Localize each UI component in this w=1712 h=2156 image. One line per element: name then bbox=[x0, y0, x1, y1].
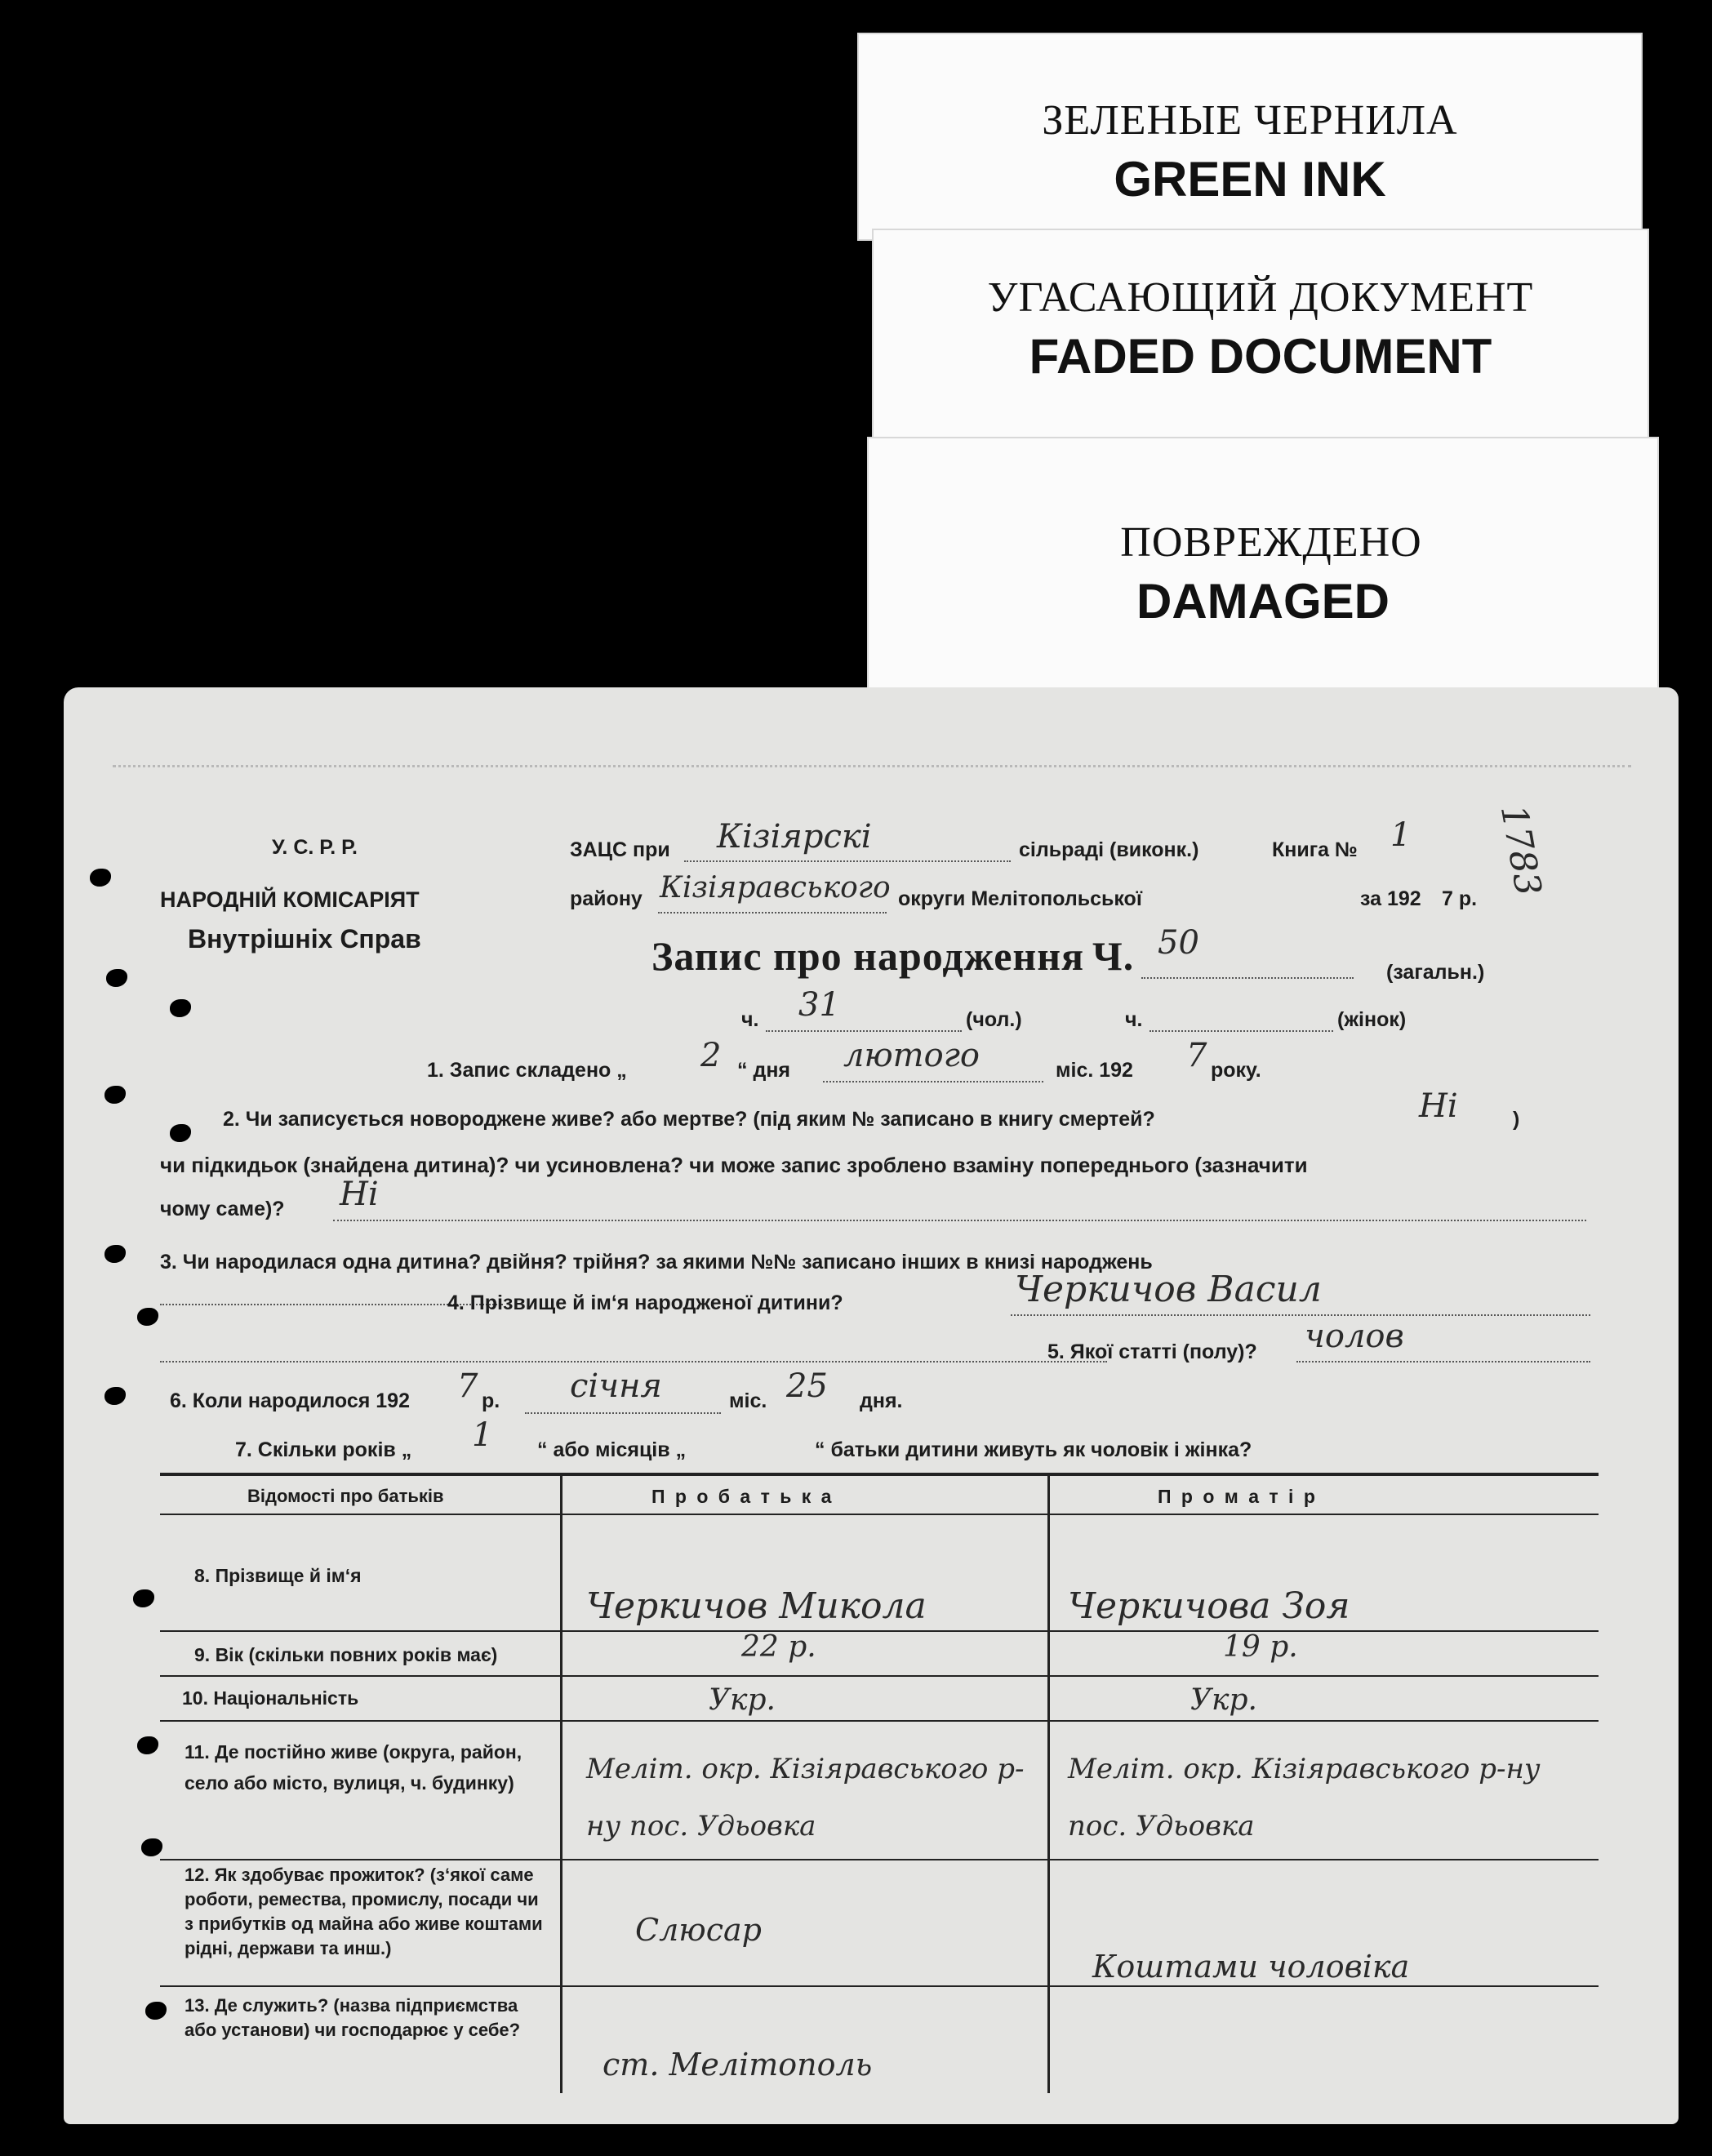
father-livelihood: Слюсар bbox=[635, 1912, 762, 1948]
q2-line3-dots bbox=[333, 1220, 1586, 1221]
q5-dots bbox=[160, 1361, 1107, 1363]
zags-value: Кізіярскі bbox=[717, 818, 872, 856]
internal-affairs-label: Внутрішніх Справ bbox=[188, 924, 421, 954]
mother-age: 19 р. bbox=[1223, 1630, 1298, 1664]
corner-number: 1783 bbox=[1492, 802, 1550, 900]
table-divider-1 bbox=[560, 1473, 563, 2093]
q4-label: 4. Прізвище й ім‘я народженої дитини? bbox=[447, 1291, 843, 1314]
table-header-border bbox=[160, 1514, 1599, 1515]
rayon-label: району bbox=[570, 887, 643, 910]
male-ch-label: ч. bbox=[741, 1008, 759, 1031]
binding-hole bbox=[133, 1589, 154, 1607]
zagal-label: (загальн.) bbox=[1386, 961, 1485, 984]
birth-record-document bbox=[64, 687, 1679, 2124]
zags-line bbox=[684, 860, 1011, 862]
row-nationality-label: 10. Національність bbox=[182, 1687, 359, 1709]
row-border bbox=[160, 1859, 1599, 1860]
q6-month-line bbox=[525, 1412, 721, 1414]
green-ink-tag bbox=[857, 33, 1643, 241]
row-livelihood-label: 12. Як здобуває прожиток? (з‘якої саме роботи, ремества, промислу, посади чи з прибутків од майна або живе коштами рідні, держави та инш.) bbox=[185, 1865, 543, 1958]
q2-answer1: Ні bbox=[1419, 1087, 1458, 1125]
q1-month: лютого bbox=[843, 1037, 980, 1074]
q1-label: 1. Запис складено „ bbox=[427, 1059, 627, 1082]
male-count-line bbox=[766, 1030, 962, 1032]
tag-en-text: FADED DOCUMENT bbox=[1029, 329, 1492, 384]
binding-hole bbox=[104, 1387, 126, 1405]
damaged-tag bbox=[867, 437, 1659, 714]
silradi-label: сільраді (виконк.) bbox=[1019, 838, 1199, 861]
q7-label1: 7. Скільки років „ bbox=[235, 1438, 412, 1461]
table-col3-header: П р о м а т і р bbox=[1158, 1486, 1318, 1507]
chol-label: (чол.) bbox=[966, 1008, 1022, 1031]
tag-en-text: DAMAGED bbox=[1136, 574, 1390, 629]
binding-hole bbox=[141, 1838, 162, 1856]
record-ch-label: Ч. bbox=[1092, 933, 1135, 979]
binding-hole bbox=[145, 2002, 167, 2020]
binding-hole bbox=[104, 1245, 126, 1263]
q5-value-line bbox=[1296, 1361, 1590, 1363]
binding-hole bbox=[106, 969, 127, 987]
commissariat-label: НАРОДНІЙ КОМІСАРІЯТ bbox=[160, 887, 420, 912]
q5-label: 5. Якої статті (полу)? bbox=[1047, 1340, 1257, 1363]
q6-dnya: дня. bbox=[860, 1389, 903, 1412]
q2-answer3: Ні bbox=[340, 1176, 379, 1213]
row-border bbox=[160, 1985, 1599, 1987]
record-number-line bbox=[1141, 977, 1354, 979]
q2-line2: чи підкидьок (знайдена дитина)? чи усиновлена? чи може запис зроблено взаміну попереднього (зазначити bbox=[160, 1153, 1308, 1177]
mother-name: Черкичова Зоя bbox=[1068, 1585, 1350, 1627]
mother-residence: Меліт. окр. Кізіяравського р-ну пос. Удьовка bbox=[1068, 1753, 1541, 1843]
q6-day: 25 bbox=[786, 1367, 828, 1405]
q1-day: 2 bbox=[700, 1037, 722, 1074]
record-title: Запис про народження bbox=[651, 933, 1085, 979]
q2-line3: чому саме)? bbox=[160, 1198, 285, 1220]
q2-close: ) bbox=[1513, 1108, 1520, 1131]
father-nationality: Укр. bbox=[709, 1683, 776, 1717]
q7-years: 1 bbox=[472, 1416, 493, 1454]
row-age-label: 9. Вік (скільки повних років має) bbox=[194, 1644, 498, 1665]
table-col2-header: П р о б а т ь к а bbox=[651, 1486, 834, 1507]
q5-value: чолов bbox=[1305, 1318, 1404, 1355]
q4-value: Черкичов Васил bbox=[1015, 1269, 1322, 1310]
mother-nationality: Укр. bbox=[1190, 1683, 1258, 1717]
tag-ru-text: ПОВРЕЖДЕНО bbox=[1120, 519, 1422, 566]
father-age: 22 р. bbox=[741, 1630, 816, 1664]
table-top-border bbox=[160, 1473, 1599, 1476]
q6-label: 6. Коли народилося 192 bbox=[170, 1389, 410, 1412]
female-count-line bbox=[1149, 1030, 1333, 1032]
binding-hole bbox=[137, 1308, 158, 1326]
rayon-value: Кізіяравського bbox=[660, 871, 891, 905]
father-residence: Меліт. окр. Кізіяравського р-ну пос. Удьовка bbox=[586, 1753, 1025, 1843]
book-label: Книга № bbox=[1272, 838, 1358, 861]
father-name: Черкичов Микола bbox=[586, 1585, 927, 1627]
okrug-label: округи Мелітопольської bbox=[898, 887, 1142, 910]
female-ch-label: ч. bbox=[1125, 1008, 1143, 1031]
faded-document-tag bbox=[872, 229, 1649, 449]
q1-dnya: “ дня bbox=[737, 1059, 791, 1082]
binding-hole bbox=[170, 999, 191, 1017]
row-border bbox=[160, 1675, 1599, 1677]
tag-ru-text: ЗЕЛЕНЫЕ ЧЕРНИЛА bbox=[1042, 97, 1458, 144]
rayon-line bbox=[658, 912, 887, 914]
q6-r: р. bbox=[482, 1389, 500, 1412]
binding-hole bbox=[90, 869, 111, 887]
zags-label: ЗАЦС при bbox=[570, 838, 670, 861]
q6-month: січня bbox=[570, 1367, 662, 1405]
mother-livelihood: Коштами чоловіка bbox=[1092, 1949, 1410, 1985]
q6-mis: міс. bbox=[729, 1389, 767, 1412]
year-label: за 192 bbox=[1360, 887, 1421, 910]
tag-ru-text: УГАСАЮЩИЙ ДОКУМЕНТ bbox=[987, 274, 1534, 321]
record-number: 50 bbox=[1158, 924, 1199, 962]
q1-mis: міс. 192 bbox=[1056, 1059, 1133, 1082]
row-border bbox=[160, 1720, 1599, 1722]
zhinok-label: (жінок) bbox=[1337, 1008, 1407, 1031]
tag-en-text: GREEN INK bbox=[1114, 152, 1386, 207]
q6-year: 7 bbox=[457, 1367, 478, 1405]
perforation-line bbox=[113, 765, 1631, 767]
binding-hole bbox=[104, 1086, 126, 1104]
year-suffix: 7 р. bbox=[1442, 887, 1478, 910]
q7-label3: “ батьки дитини живуть як чоловік і жінка? bbox=[815, 1438, 1252, 1461]
q2-line1: 2. Чи записується новороджене живе? або мертве? (під яким № записано в книгу смертей? bbox=[223, 1108, 1155, 1131]
row-employment-label: 13. Де служить? (назва підприємства або установи) чи господарює у себе? bbox=[185, 1995, 521, 2040]
row-name-label: 8. Прізвище й ім‘я bbox=[194, 1565, 362, 1586]
q4-dots bbox=[1011, 1314, 1590, 1316]
ussr-label: У. С. Р. Р. bbox=[272, 836, 358, 859]
table-divider-2 bbox=[1047, 1473, 1050, 2093]
q1-month-line bbox=[823, 1081, 1043, 1082]
binding-hole bbox=[170, 1124, 191, 1142]
male-count: 31 bbox=[798, 986, 840, 1024]
table-col1-header: Відомості про батьків bbox=[247, 1486, 444, 1506]
row-residence-label: 11. Де постійно живе (округа, район, село або місто, вулиця, ч. будинку) bbox=[185, 1741, 522, 1794]
q1-roku: року. bbox=[1211, 1059, 1261, 1082]
book-value: 1 bbox=[1390, 816, 1412, 854]
father-employment: ст. Мелітополь bbox=[603, 2047, 873, 2083]
binding-hole bbox=[137, 1736, 158, 1754]
q3-line1: 3. Чи народилася одна дитина? двійня? трійня? за якими №№ записано інших в книзі народжень bbox=[160, 1251, 1153, 1274]
q1-year: 7 bbox=[1186, 1037, 1207, 1074]
row-border bbox=[160, 1630, 1599, 1632]
q7-label2: “ або місяців „ bbox=[537, 1438, 687, 1461]
